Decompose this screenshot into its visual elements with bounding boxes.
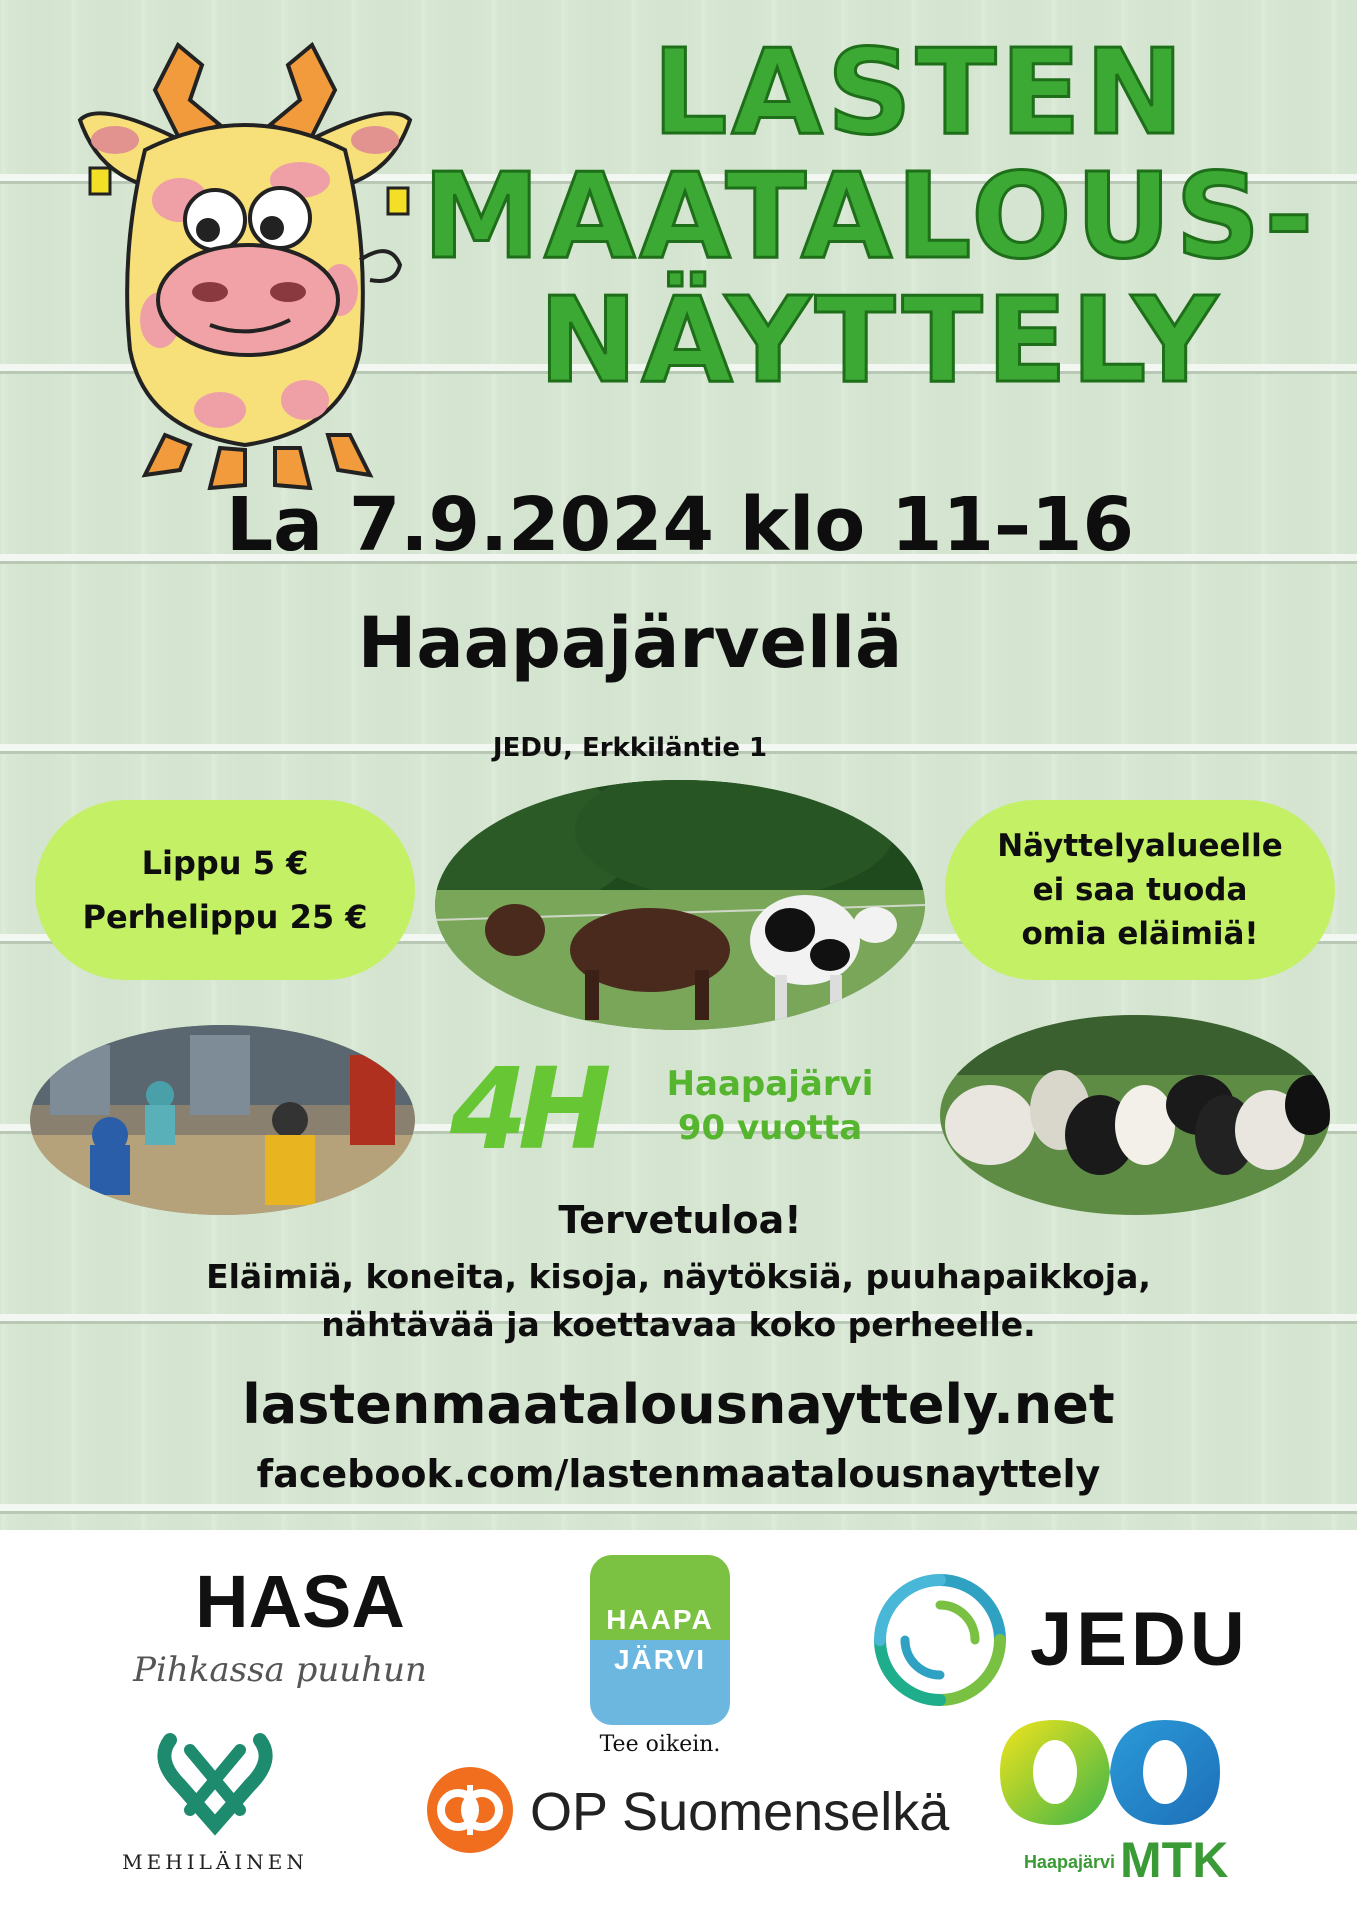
op-logo-text: OP Suomenselkä [530,1782,950,1842]
4h-club-anniversary: 90 vuotta [677,1108,863,1148]
event-address: JEDU, Erkkiläntie 1 [492,733,768,763]
ticket-price: Lippu 5 € [141,844,309,882]
haapajarvi-logo-bottom: JÄRVI [590,1640,730,1725]
description-line-2: nähtävää ja koettavaa koko perheelle. [321,1305,1036,1344]
welcome-text: Tervetuloa! [558,1198,802,1242]
website-link[interactable]: lastenmaatalousnayttely.net [242,1373,1115,1436]
family-ticket-price: Perhelippu 25 € [82,898,368,936]
mehilainen-logo: MEHILÄINEN [122,1850,308,1874]
cow-pasture-photo [435,780,925,1030]
jedu-swirl-icon [870,1570,1010,1710]
mtk-infinity-icon [995,1710,1225,1835]
no-animals-notice [945,800,1335,980]
mtk-place: Haapajärvi [1023,1852,1115,1872]
jedu-logo: JEDU [1030,1597,1249,1682]
notice-line-1: Näyttelyalueelle [997,828,1283,864]
children-hay-photo [30,1025,415,1215]
description-line-1: Eläimiä, koneita, kisoja, näytöksiä, puuhapaikkoja, [206,1257,1151,1296]
cow-illustration-icon [60,30,430,490]
event-location: Haapajärvellä [357,602,903,684]
notice-line-2: ei saa tuoda [1032,872,1248,908]
hasa-logo: HASA [195,1560,405,1643]
haapajarvi-logo [590,1555,730,1725]
4h-club-caption [630,1062,910,1150]
poster-title-line-1: LASTEN [652,23,1188,161]
poster-title-line-2: MAATALOUS- [422,147,1318,285]
event-date-time: La 7.9.2024 klo 11–16 [226,482,1134,568]
poster-title-line-3: NÄYTTELY [538,271,1222,409]
sheep-photo [940,1015,1330,1215]
notice-line-3: omia eläimiä! [1021,916,1259,952]
4h-club-name: Haapajärvi [666,1064,874,1104]
sponsor-logos-section [0,1530,1357,1920]
op-logo-icon [425,1765,515,1855]
4h-logo: 4H [450,1045,602,1175]
facebook-link[interactable]: facebook.com/lastenmaatalousnayttely [256,1452,1101,1496]
hasa-tagline: Pihkassa puuhun [133,1650,427,1690]
ticket-price-badge [35,800,415,980]
mtk-logo: MTK [1120,1832,1229,1888]
mehilainen-hearts-icon [150,1730,280,1840]
haapajarvi-logo-top: HAAPA [590,1555,730,1640]
haapajarvi-slogan: Tee oikein. [599,1732,721,1757]
